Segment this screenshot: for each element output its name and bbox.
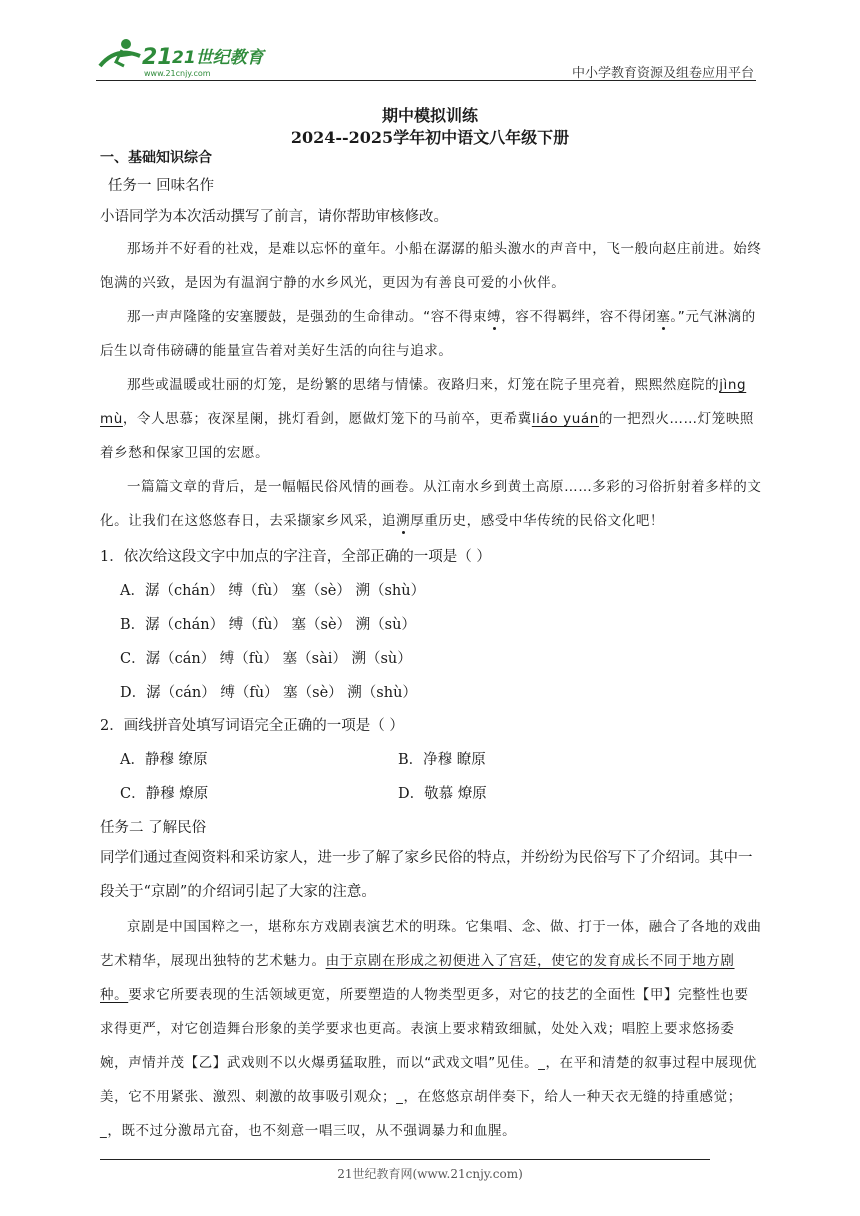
preface-para-2: 那一声声隆隆的安塞腰鼓，是强劲的生命律动。“容不得束缚，容不得羁绊，容不得闭塞。”元气淋漓的后生以奇伟磅礴的能量宣告着对美好生活的向往与追求。: [100, 309, 756, 359]
dotted-char: 塞: [656, 309, 671, 325]
q2-stem: 2．画线拼音处填写词语完全正确的一项是（ ）: [100, 718, 404, 734]
pinyin-blank: jìng mù: [100, 377, 747, 427]
q1-stem: 1．依次给这段文字中加点的字注音，全部正确的一项是（ ）: [100, 549, 491, 565]
q1-option: C．潺（cán） 缚（fù） 塞（sài） 溯（sù）: [120, 651, 412, 667]
task1-intro: 小语同学为本次活动撰写了前言，请你帮助审核修改。: [100, 209, 448, 225]
q1-option: B．潺（chán） 缚（fù） 塞（sè） 溯（sù）: [120, 617, 416, 633]
pinyin-blank: liáo yuán: [531, 411, 599, 427]
platform-name: 中小学教育资源及组卷应用平台: [571, 66, 754, 81]
preface-para-4: 一篇篇文章的背后，是一幅幅民俗风情的画卷。从江南水乡到黄土高原……多彩的习俗折射着多样的文化。让我们在这悠悠春日，去采撷家乡风采，追溯厚重历史，感受中华传统的民俗文化吧！: [100, 479, 762, 529]
task2-intro: 同学们通过查阅资料和采访家人，进一步了解了家乡民俗的特点，并纷纷为民俗写下了介绍词。其中一段关于“京剧”的介绍词引起了大家的注意。: [100, 850, 753, 900]
footer-divider: [100, 1159, 710, 1160]
doc-subtitle: 2024--2025学年初中语文八年级下册: [290, 128, 570, 147]
preface-para-3: 那些或温暖或壮丽的灯笼，是纷繁的思绪与情愫。夜路归来，灯笼在院子里亮着，熙熙然庭院的jìng mù，令人思慕；夜深星阑，挑灯看剑，愿做灯笼下的马前卒，更希冀liáo yuán的一把烈火……灯笼映照着乡愁和保家卫国的宏愿。: [100, 377, 755, 461]
task1-heading: 任务一 回味名作: [108, 178, 215, 194]
underlined-sentence: 由于京剧在形成之初便进入了宫廷，使它的发育成长不同于地方剧种。: [100, 953, 735, 1003]
jingju-paragraph: 京剧是中国国粹之一，堪称东方戏剧表演艺术的明珠。它集唱、念、做、打于一体，融合了各地的戏曲艺术精华，展现出独特的艺术魅力。由于京剧在形成之初便进入了宫廷，使它的发育成长不同于地方剧种。要求它所要表现的生活领域更宽，所要塑造的人物类型更多，对它的技艺的全面性【甲】完整性也要求得更严，对它创造舞台形象的美学要求也更高。表演上要求精致细腻，处处入戏；唱腔上要求悠扬委婉，声情并茂【乙】武戏则不以火爆勇猛取胜，而以“武戏文唱”见佳。_，在平和清楚的叙事过程中展现优美，它不用紧张、激烈、刺激的故事吸引观众；_，在悠悠京胡伴奏下，给人一种天衣无缝的持重感觉；_，既不过分激昂亢奋，也不刻意一唱三叹，从不强调暴力和血腥。: [100, 919, 762, 1139]
preface-para-1: 那场并不好看的社戏，是难以忘怀的童年。小船在潺潺的船头激水的声音中，飞一般向赵庄前进。始终饱满的兴致，是因为有温润宁静的水乡风光，更因为有善良可爱的小伙伴。: [100, 241, 762, 291]
q1-option: A．潺（chán） 缚（fù） 塞（sè） 溯（shù）: [120, 583, 426, 599]
q1-option: D．潺（cán） 缚（fù） 塞（sè） 溯（shù）: [120, 685, 417, 701]
dotted-char: 溯: [396, 513, 411, 529]
task2-heading: 任务二 了解民俗: [100, 820, 207, 836]
doc-title: 期中模拟训练: [381, 106, 478, 125]
logo-url: www.21cnjy.com: [144, 69, 211, 78]
header-divider: [96, 80, 756, 81]
dotted-char: 缚: [487, 309, 502, 325]
q2-option: B．净穆 瞭原: [398, 752, 486, 768]
footer-text: 21世纪教育网(www.21cnjy.com): [337, 1167, 523, 1181]
site-logo: [96, 36, 266, 78]
q2-option: C．静穆 燎原: [120, 786, 209, 802]
q2-option: A．静穆 缭原: [120, 752, 208, 768]
logo-text: 21世纪教育: [172, 48, 264, 68]
q2-option: D．敬慕 燎原: [398, 786, 487, 802]
section-heading: 一、基础知识综合: [100, 150, 212, 166]
svg-text:21: 21: [142, 45, 173, 70]
